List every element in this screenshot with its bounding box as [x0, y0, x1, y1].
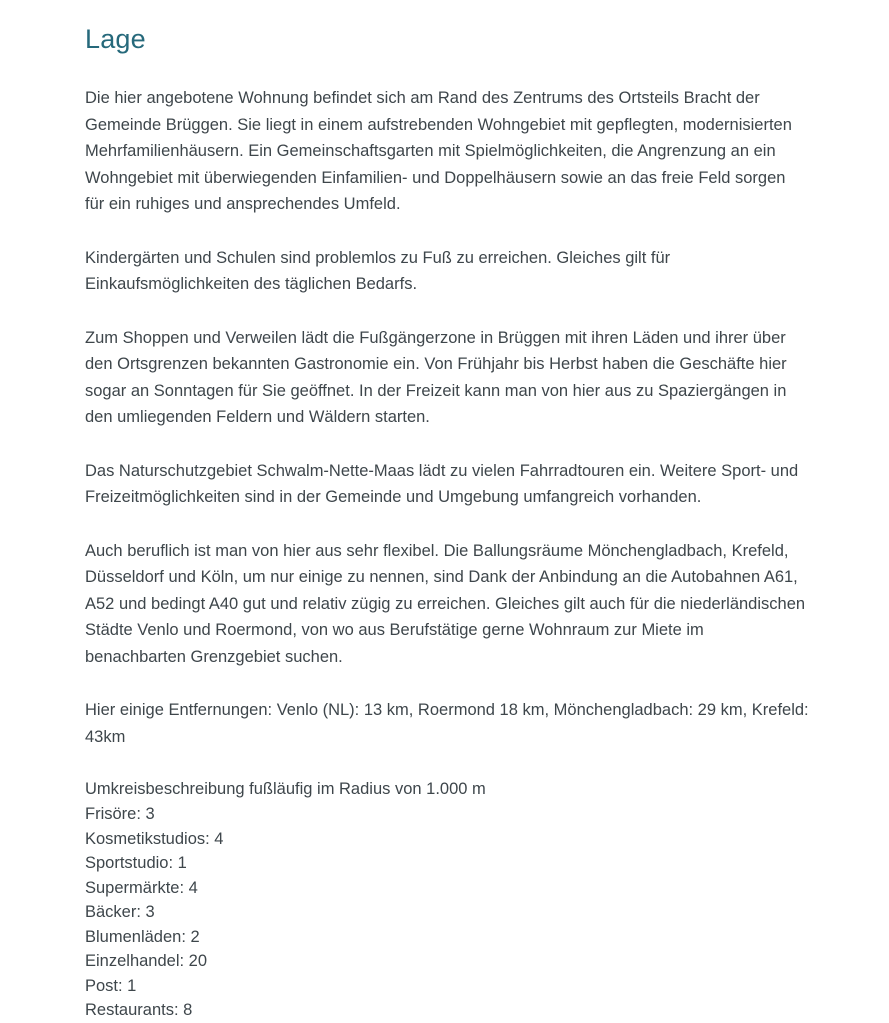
paragraph-distances: Hier einige Entfernungen: Venlo (NL): 13 km, Roermond 18 km, Mönchengladbach: 29 km, Krefeld: 43km: [85, 701, 809, 746]
radius-item-baecker: Bäcker: 3: [85, 903, 155, 921]
paragraph-schools: Kindergärten und Schulen sind problemlos zu Fuß zu erreichen. Gleiches gilt für Einkaufsmöglichkeiten des täglichen Bedarfs.: [85, 248, 671, 293]
paragraph-intro: Die hier angebotene Wohnung befindet sich am Rand des Zentrums des Ortsteils Bracht der Gemeinde Brüggen. Sie liegt in einem aufstrebenden Wohngebiet mit gepflegten, modernisierten Mehrfamilienhäusern. Ein Gemeinschaftsgarten mit Spielmöglichkeiten, die Angrenzung an ein Wohngebiet mit überwiegenden Einfamilien- und Doppelhäusern sowie an das freie Feld sorgen für ein ruhiges und ansprechendes Umfeld.: [85, 89, 792, 213]
radius-item-blumenlaeden: Blumenläden: 2: [85, 927, 200, 946]
radius-item-kosmetikstudios: Kosmetikstudios: 4: [85, 829, 224, 848]
radius-item-post: Post: 1: [85, 976, 137, 995]
radius-item-supermaerkte: Supermärkte: 4: [85, 878, 198, 897]
radius-item-restaurants: Restaurants: 8: [85, 1001, 193, 1019]
paragraph-commute: Auch beruflich ist man von hier aus sehr flexibel. Die Ballungsräume Mönchengladbach, Krefeld, Düsseldorf und Köln, um nur einige zu nennen, sind Dank der Anbindung an die Autobahnen A61, A52 und bedingt A40 gut und relativ zügig zu erreichen. Gleiches gilt auch für die niederländischen Städte Venlo und Roermond, von wo aus Berufstätige gerne Wohnraum zur Miete im benachbarten Grenzgebiet suchen.: [85, 541, 806, 666]
radius-description-block: [85, 777, 809, 1023]
radius-item-frisoere: Frisöre: 3: [85, 805, 155, 823]
radius-item-sportstudio: Sportstudio: 1: [85, 854, 187, 872]
radius-item-einzelhandel: Einzelhandel: 20: [85, 952, 208, 970]
section-title: Lage: [85, 24, 146, 54]
radius-title: Umkreisbeschreibung fußläufig im Radius von 1.000 m: [85, 780, 486, 798]
paragraph-nature: Das Naturschutzgebiet Schwalm-Nette-Maas lädt zu vielen Fahrradtouren ein. Weitere Sport- und Freizeitmöglichkeiten sind in der Gemeinde und Umgebung umfangreich vorhanden.: [85, 461, 799, 506]
paragraph-shopping: Zum Shoppen und Verweilen lädt die Fußgängerzone in Brüggen mit ihren Läden und ihrer über den Ortsgrenzen bekannten Gastronomie ein. Von Frühjahr bis Herbst haben die Geschäfte hier sogar an Sonntagen für Sie geöffnet. In der Freizeit kann man von hier aus zu Spaziergängen in den umliegenden Feldern und Wäldern starten.: [85, 328, 787, 426]
